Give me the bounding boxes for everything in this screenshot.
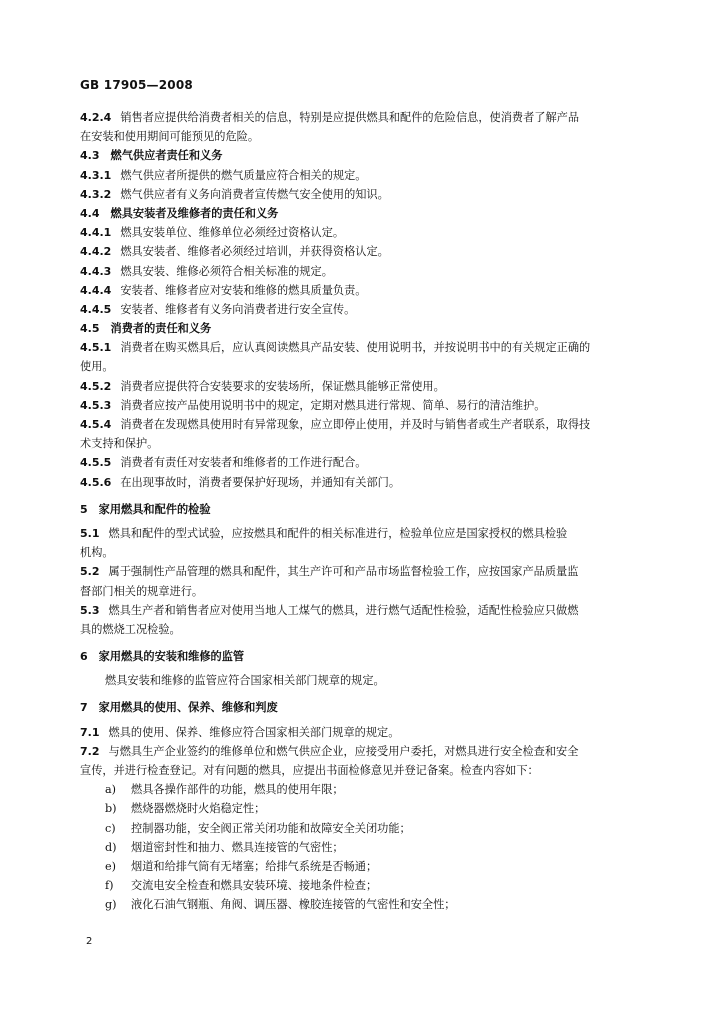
clause-text: 燃气供应者有义务向消费者宣传燃气安全使用的知识。 <box>120 187 389 201</box>
list-item <box>80 780 648 799</box>
clause-4-3-2 <box>80 185 648 204</box>
clause-5-1-cont: 机构。 <box>80 546 114 560</box>
clause-text: 燃具生产者和销售者应对使用当地人工煤气的燃具，进行燃气适配性检验，适配性检验应只做燃 <box>108 603 579 617</box>
list-item-text: 液化石油气钢瓶、角阀、调压器、橡胶连接管的气密性和安全性； <box>131 898 456 912</box>
section-4-4 <box>80 204 648 223</box>
list-item-label: c) <box>105 821 116 835</box>
clause-number: 5.2 <box>80 565 100 579</box>
clause-5-3 <box>80 601 648 620</box>
page-number: 2 <box>86 936 93 947</box>
clause-text: 燃具安装、维修必须符合相关标准的规定。 <box>120 264 333 278</box>
clause-5-2-cont: 督部门相关的规章进行。 <box>80 584 204 598</box>
clause-number: 7.2 <box>80 744 100 758</box>
clause-text: 燃具安装单位、维修单位必须经过资格认定。 <box>120 226 345 240</box>
clause-4-5-1 <box>80 338 648 357</box>
clause-number: 4.4.5 <box>80 302 112 316</box>
list-item-label: d) <box>105 840 117 854</box>
clause-4-4-4 <box>80 281 648 300</box>
clause-text: 消费者应按产品使用说明书中的规定，定期对燃具进行常规、简单、易行的清洁维护。 <box>120 398 546 412</box>
list-item-label: e) <box>105 859 116 873</box>
chapter-6-body: 燃具安装和维修的监管应符合国家相关部门规章的规定。 <box>105 674 385 688</box>
clause-text: 燃具安装者、维修者必须经过培训，并获得资格认定。 <box>120 245 389 259</box>
clause-number: 4.2.4 <box>80 111 112 124</box>
clause-number: 7.1 <box>80 725 100 739</box>
clause-5-3-cont: 具的燃烧工况检验。 <box>80 622 181 636</box>
clause-text: 消费者在购买燃具后，应认真阅读燃具产品安装、使用说明书，并按说明书中的有关规定正确的 <box>120 341 591 355</box>
chapter-6 <box>80 647 648 666</box>
clause-number: 4.3.2 <box>80 187 112 201</box>
clause-number: 4.5.2 <box>80 379 112 393</box>
section-number: 4.5 <box>80 322 100 336</box>
clause-number: 4.5.6 <box>80 475 112 489</box>
clause-number: 4.4.4 <box>80 283 112 297</box>
clause-4-5-1-cont: 使用。 <box>80 360 114 374</box>
clause-7-2-cont: 宣传，并进行检查登记。对有问题的燃具，应提出书面检修意见并登记备案。检查内容如下： <box>80 764 539 777</box>
list-item-text: 燃具各操作部件的功能，燃具的使用年限； <box>131 783 344 797</box>
clause-4-4-5 <box>80 300 648 319</box>
clause-number: 4.3.1 <box>80 168 112 182</box>
clause-number: 4.5.1 <box>80 341 112 355</box>
list-item-text: 烟道密封性和抽力、燃具连接管的气密性； <box>131 840 344 854</box>
clause-number: 4.5.4 <box>80 418 112 431</box>
clause-4-5-4-cont: 术支持和保护。 <box>80 437 159 451</box>
clause-4-5-2 <box>80 377 648 396</box>
clause-text: 在出现事故时，消费者要保护好现场，并通知有关部门。 <box>120 475 401 489</box>
list-item <box>80 857 648 876</box>
clause-4-4-3 <box>80 262 648 281</box>
clause-number: 4.4.2 <box>80 245 112 259</box>
section-title: 消费者的责任和义务 <box>110 321 212 336</box>
clause-text: 销售者应提供给消费者相关的信息，特别是应提供燃具和配件的危险信息，使消费者了解产品 <box>120 111 580 124</box>
list-item <box>80 876 648 895</box>
clause-7-2 <box>80 742 648 761</box>
clause-4-4-2 <box>80 242 648 261</box>
chapter-number: 7 <box>80 701 88 715</box>
list-item-text: 控制器功能，安全阀正常关闭功能和故障安全关闭功能； <box>131 821 411 835</box>
clause-4-2-4 <box>80 108 648 127</box>
clause-number: 4.4.3 <box>80 264 112 278</box>
list-item <box>80 895 648 914</box>
clause-text: 与燃具生产企业签约的维修单位和燃气供应企业，应接受用户委托，对燃具进行安全检查和安全 <box>108 744 579 758</box>
clause-number: 5.1 <box>80 526 100 540</box>
clause-number: 4.4.1 <box>80 226 112 240</box>
section-title: 燃气供应者责任和义务 <box>110 148 223 163</box>
clause-4-3-1 <box>80 166 648 185</box>
clause-text: 燃具和配件的型式试验，应按燃具和配件的相关标准进行，检验单位应是国家授权的燃具检验 <box>108 526 568 540</box>
chapter-title: 家用燃具的使用、保养、维修和判废 <box>98 700 278 715</box>
list-item-label: g) <box>105 898 117 912</box>
clause-text: 燃具的使用、保养、维修应符合国家相关部门规章的规定。 <box>108 725 400 739</box>
clause-number: 4.5.3 <box>80 398 112 412</box>
clause-4-2-4-cont: 在安装和使用期间可能预见的危险。 <box>80 130 260 144</box>
clause-5-2 <box>80 562 648 581</box>
clause-4-5-3 <box>80 396 648 415</box>
clause-4-5-6 <box>80 473 648 492</box>
spacer <box>80 492 648 500</box>
clause-7-1 <box>80 723 648 742</box>
clause-text: 消费者应提供符合安装要求的安装场所，保证燃具能够正常使用。 <box>120 379 445 393</box>
clause-5-1 <box>80 524 648 543</box>
chapter-7 <box>80 698 648 717</box>
spacer <box>80 639 648 647</box>
clause-number: 4.5.5 <box>80 456 112 470</box>
clause-text: 消费者在发现燃具使用时有异常现象，应立即停止使用，并及时与销售者或生产者联系，取得技 <box>120 418 591 431</box>
section-number: 4.4 <box>80 206 100 220</box>
chapter-number: 6 <box>80 650 88 664</box>
section-4-3 <box>80 146 648 165</box>
list-item-text: 交流电安全检查和燃具安装环境、接地条件检查； <box>131 879 378 893</box>
section-number: 4.3 <box>80 149 100 163</box>
section-title: 燃具安装者及维修者的责任和义务 <box>110 205 279 220</box>
list-item-label: b) <box>105 802 117 816</box>
clause-number: 5.3 <box>80 603 100 617</box>
spacer <box>80 690 648 698</box>
clause-text: 属于强制性产品管理的燃具和配件，其生产许可和产品市场监督检验工作，应按国家产品质量监 <box>108 565 579 579</box>
clause-4-5-5 <box>80 453 648 472</box>
list-item-label: f) <box>105 879 114 893</box>
page-content <box>80 108 648 915</box>
clause-4-4-1 <box>80 223 648 242</box>
clause-text: 安装者、维修者应对安装和维修的燃具质量负责。 <box>120 283 367 297</box>
standard-header: GB 17905—2008 <box>80 78 193 92</box>
list-item-text: 烟道和给排气筒有无堵塞；给排气系统是否畅通； <box>131 859 378 873</box>
chapter-title: 家用燃具和配件的检验 <box>98 501 211 516</box>
chapter-number: 5 <box>80 502 88 516</box>
clause-text: 燃气供应者所提供的燃气质量应符合相关的规定。 <box>120 168 367 182</box>
clause-text: 消费者有责任对安装者和维修者的工作进行配合。 <box>120 456 367 470</box>
list-item <box>80 799 648 818</box>
list-item-text: 燃烧器燃烧时火焰稳定性； <box>131 802 266 816</box>
clause-4-5-4 <box>80 415 648 434</box>
clause-text: 安装者、维修者有义务向消费者进行安全宣传。 <box>120 302 356 316</box>
chapter-5 <box>80 500 648 519</box>
list-item-label: a) <box>105 783 117 797</box>
list-item <box>80 838 648 857</box>
list-item <box>80 819 648 838</box>
section-4-5 <box>80 319 648 338</box>
chapter-title: 家用燃具的安装和维修的监管 <box>98 649 245 664</box>
